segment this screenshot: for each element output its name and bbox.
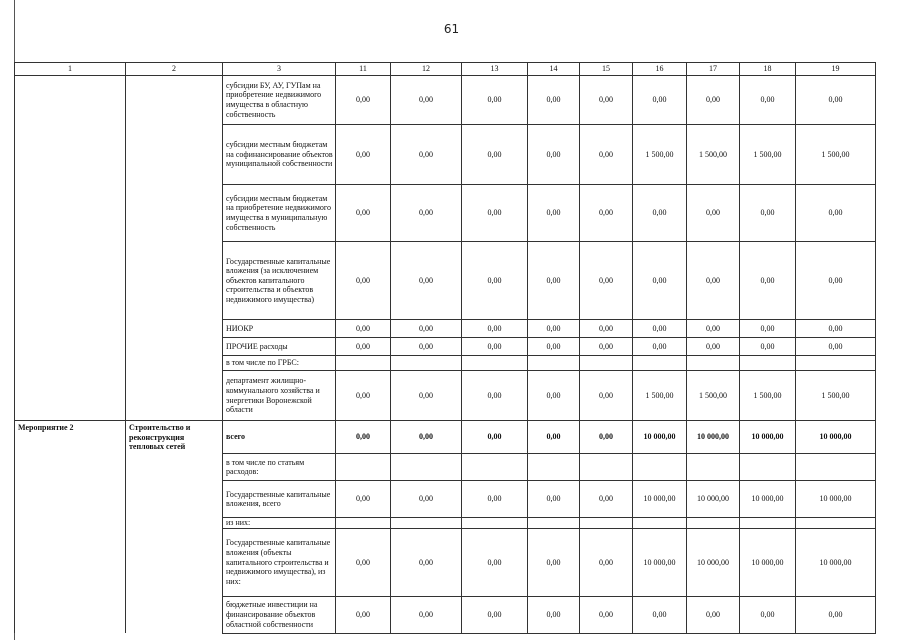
table-row (15, 371, 876, 421)
column-header: 2 (126, 63, 223, 76)
value-cell (687, 518, 740, 529)
column-header: 12 (391, 63, 462, 76)
value-cell: 0,00 (528, 125, 580, 185)
page-number: 61 (443, 22, 460, 36)
table-row (15, 125, 876, 185)
value-cell (528, 356, 580, 371)
value-cell: 0,00 (336, 185, 391, 242)
value-cell (580, 454, 633, 481)
measure-cell (15, 528, 126, 596)
expense-item-cell: Государственные капитальные вложения (объекты капитального строительства и недвижимого имущества), из них: (223, 528, 336, 596)
table-row (15, 421, 876, 454)
measure-cell (15, 518, 126, 529)
value-cell: 0,00 (580, 125, 633, 185)
value-cell: 1 500,00 (633, 371, 687, 421)
value-cell: 0,00 (528, 528, 580, 596)
expense-item-cell: субсидии местным бюджетам на софинансирование объектов муниципальной собственности (223, 125, 336, 185)
value-cell: 0,00 (740, 338, 796, 356)
value-cell: 10 000,00 (633, 528, 687, 596)
column-header: 18 (740, 63, 796, 76)
value-cell: 0,00 (633, 320, 687, 338)
value-cell: 1 500,00 (687, 125, 740, 185)
value-cell (633, 356, 687, 371)
value-cell: 0,00 (687, 76, 740, 125)
value-cell: 0,00 (462, 596, 528, 633)
expense-item-cell: субсидии местным бюджетам на приобретение недвижимого имущества в муниципальную собственность (223, 185, 336, 242)
value-cell: 0,00 (580, 421, 633, 454)
value-cell: 0,00 (391, 338, 462, 356)
column-header: 13 (462, 63, 528, 76)
table-row (15, 338, 876, 356)
value-cell: 10 000,00 (687, 528, 740, 596)
table-row (15, 518, 876, 529)
value-cell: 0,00 (796, 320, 876, 338)
column-header: 1 (15, 63, 126, 76)
value-cell: 0,00 (462, 528, 528, 596)
value-cell: 0,00 (633, 185, 687, 242)
value-cell: 10 000,00 (740, 481, 796, 518)
table-row (15, 596, 876, 633)
value-cell: 0,00 (391, 185, 462, 242)
value-cell: 0,00 (796, 242, 876, 320)
value-cell: 10 000,00 (740, 528, 796, 596)
value-cell: 0,00 (462, 481, 528, 518)
table-row (15, 356, 876, 371)
value-cell: 1 500,00 (796, 125, 876, 185)
value-cell: 0,00 (580, 185, 633, 242)
measure-cell (15, 185, 126, 242)
expense-item-cell: бюджетные инвестиции на финансирование объектов областной собственности (223, 596, 336, 633)
value-cell: 10 000,00 (796, 421, 876, 454)
value-cell: 0,00 (391, 528, 462, 596)
value-cell: 1 500,00 (633, 125, 687, 185)
value-cell: 0,00 (528, 320, 580, 338)
table-row (15, 528, 876, 596)
value-cell: 1 500,00 (796, 371, 876, 421)
value-cell: 0,00 (336, 421, 391, 454)
measure-cell (15, 320, 126, 338)
value-cell: 0,00 (687, 242, 740, 320)
measure-cell (15, 596, 126, 633)
value-cell (528, 454, 580, 481)
value-cell: 0,00 (391, 76, 462, 125)
table-row (15, 76, 876, 125)
value-cell: 0,00 (391, 371, 462, 421)
value-cell: 0,00 (336, 528, 391, 596)
value-cell: 0,00 (796, 76, 876, 125)
value-cell: 0,00 (633, 242, 687, 320)
value-cell: 0,00 (796, 596, 876, 633)
value-cell (462, 454, 528, 481)
value-cell: 0,00 (336, 76, 391, 125)
measure-name-cell (126, 481, 223, 518)
value-cell (462, 518, 528, 529)
value-cell: 0,00 (580, 596, 633, 633)
value-cell (528, 518, 580, 529)
value-cell (796, 518, 876, 529)
value-cell (336, 454, 391, 481)
value-cell: 0,00 (528, 185, 580, 242)
value-cell: 0,00 (391, 242, 462, 320)
measure-name-cell (126, 596, 223, 633)
budget-table (14, 62, 876, 634)
value-cell: 0,00 (796, 338, 876, 356)
column-header: 15 (580, 63, 633, 76)
value-cell: 0,00 (580, 528, 633, 596)
value-cell: 0,00 (336, 596, 391, 633)
table-row (15, 185, 876, 242)
value-cell: 10 000,00 (687, 421, 740, 454)
measure-name-cell (126, 125, 223, 185)
value-cell: 0,00 (580, 242, 633, 320)
measure-cell (15, 338, 126, 356)
table-row (15, 320, 876, 338)
value-cell: 0,00 (740, 242, 796, 320)
value-cell: 0,00 (528, 338, 580, 356)
measure-name-cell (126, 371, 223, 421)
measure-cell (15, 454, 126, 481)
value-cell: 0,00 (633, 596, 687, 633)
value-cell: 10 000,00 (740, 421, 796, 454)
value-cell (391, 454, 462, 481)
measure-name-cell (126, 518, 223, 529)
value-cell (740, 454, 796, 481)
value-cell: 0,00 (462, 125, 528, 185)
value-cell: 0,00 (462, 338, 528, 356)
value-cell: 0,00 (391, 421, 462, 454)
value-cell (633, 518, 687, 529)
value-cell: 0,00 (391, 481, 462, 518)
value-cell: 0,00 (740, 185, 796, 242)
value-cell: 0,00 (580, 76, 633, 125)
value-cell (336, 518, 391, 529)
value-cell: 10 000,00 (633, 481, 687, 518)
expense-item-cell: в том числе по ГРБС: (223, 356, 336, 371)
value-cell: 0,00 (528, 421, 580, 454)
value-cell (391, 356, 462, 371)
value-cell: 0,00 (336, 242, 391, 320)
expense-item-cell: всего (223, 421, 336, 454)
measure-cell (15, 371, 126, 421)
value-cell: 0,00 (462, 421, 528, 454)
measure-name-cell (126, 338, 223, 356)
value-cell (580, 356, 633, 371)
value-cell (391, 518, 462, 529)
value-cell: 10 000,00 (796, 528, 876, 596)
value-cell (687, 454, 740, 481)
header-row (15, 63, 876, 76)
expense-item-cell: Государственные капитальные вложения, всего (223, 481, 336, 518)
expense-item-cell: из них: (223, 518, 336, 529)
column-header: 3 (223, 63, 336, 76)
value-cell: 0,00 (391, 596, 462, 633)
measure-name-cell (126, 528, 223, 596)
value-cell: 0,00 (633, 76, 687, 125)
column-header: 17 (687, 63, 740, 76)
value-cell: 0,00 (740, 320, 796, 338)
value-cell: 0,00 (528, 242, 580, 320)
measure-cell (15, 481, 126, 518)
value-cell: 0,00 (336, 125, 391, 185)
measure-name-cell (126, 185, 223, 242)
value-cell: 0,00 (740, 76, 796, 125)
measure-cell (15, 356, 126, 371)
value-cell: 0,00 (336, 481, 391, 518)
table-row (15, 454, 876, 481)
value-cell (796, 454, 876, 481)
measure-name-cell (126, 76, 223, 125)
value-cell: 0,00 (580, 481, 633, 518)
value-cell: 0,00 (580, 371, 633, 421)
value-cell (796, 356, 876, 371)
column-header: 11 (336, 63, 391, 76)
value-cell: 0,00 (528, 596, 580, 633)
value-cell: 0,00 (336, 371, 391, 421)
measure-cell (15, 76, 126, 125)
value-cell: 0,00 (687, 596, 740, 633)
measure-name-cell (126, 242, 223, 320)
measure-name-cell (126, 454, 223, 481)
measure-name-cell (126, 356, 223, 371)
value-cell: 0,00 (462, 76, 528, 125)
value-cell: 0,00 (580, 320, 633, 338)
table-row (15, 242, 876, 320)
measure-cell: Мероприятие 2 (15, 421, 126, 454)
value-cell: 1 500,00 (740, 125, 796, 185)
value-cell: 1 500,00 (740, 371, 796, 421)
value-cell (633, 454, 687, 481)
expense-item-cell: Государственные капитальные вложения (за исключением объектов капитального строительства и объектов недвижимого имущества) (223, 242, 336, 320)
value-cell: 0,00 (687, 338, 740, 356)
value-cell (462, 356, 528, 371)
value-cell: 0,00 (391, 125, 462, 185)
value-cell: 0,00 (462, 185, 528, 242)
value-cell: 10 000,00 (687, 481, 740, 518)
value-cell: 0,00 (462, 320, 528, 338)
value-cell (687, 356, 740, 371)
value-cell: 0,00 (687, 185, 740, 242)
expense-item-cell: в том числе по статьям расходов: (223, 454, 336, 481)
column-header: 19 (796, 63, 876, 76)
value-cell: 0,00 (796, 185, 876, 242)
column-header: 16 (633, 63, 687, 76)
measure-name-cell (126, 320, 223, 338)
value-cell: 0,00 (462, 242, 528, 320)
measure-cell (15, 125, 126, 185)
value-cell (740, 518, 796, 529)
value-cell (336, 356, 391, 371)
measure-name-cell: Строительство и реконструкция тепловых сетей (126, 421, 223, 454)
expense-item-cell: ПРОЧИЕ расходы (223, 338, 336, 356)
value-cell: 0,00 (528, 371, 580, 421)
value-cell: 0,00 (740, 596, 796, 633)
value-cell: 0,00 (528, 76, 580, 125)
value-cell: 0,00 (528, 481, 580, 518)
value-cell: 0,00 (336, 320, 391, 338)
value-cell: 10 000,00 (633, 421, 687, 454)
value-cell: 0,00 (580, 338, 633, 356)
column-header: 14 (528, 63, 580, 76)
value-cell: 0,00 (687, 320, 740, 338)
expense-item-cell: субсидии БУ, АУ, ГУПам на приобретение недвижимого имущества в областную собственность (223, 76, 336, 125)
value-cell: 1 500,00 (687, 371, 740, 421)
value-cell: 0,00 (633, 338, 687, 356)
value-cell (740, 356, 796, 371)
value-cell: 0,00 (391, 320, 462, 338)
value-cell (580, 518, 633, 529)
measure-cell (15, 242, 126, 320)
value-cell: 10 000,00 (796, 481, 876, 518)
expense-item-cell: НИОКР (223, 320, 336, 338)
value-cell: 0,00 (336, 338, 391, 356)
table-row (15, 481, 876, 518)
value-cell: 0,00 (462, 371, 528, 421)
expense-item-cell: департамент жилищно-коммунального хозяйства и энергетики Воронежской области (223, 371, 336, 421)
